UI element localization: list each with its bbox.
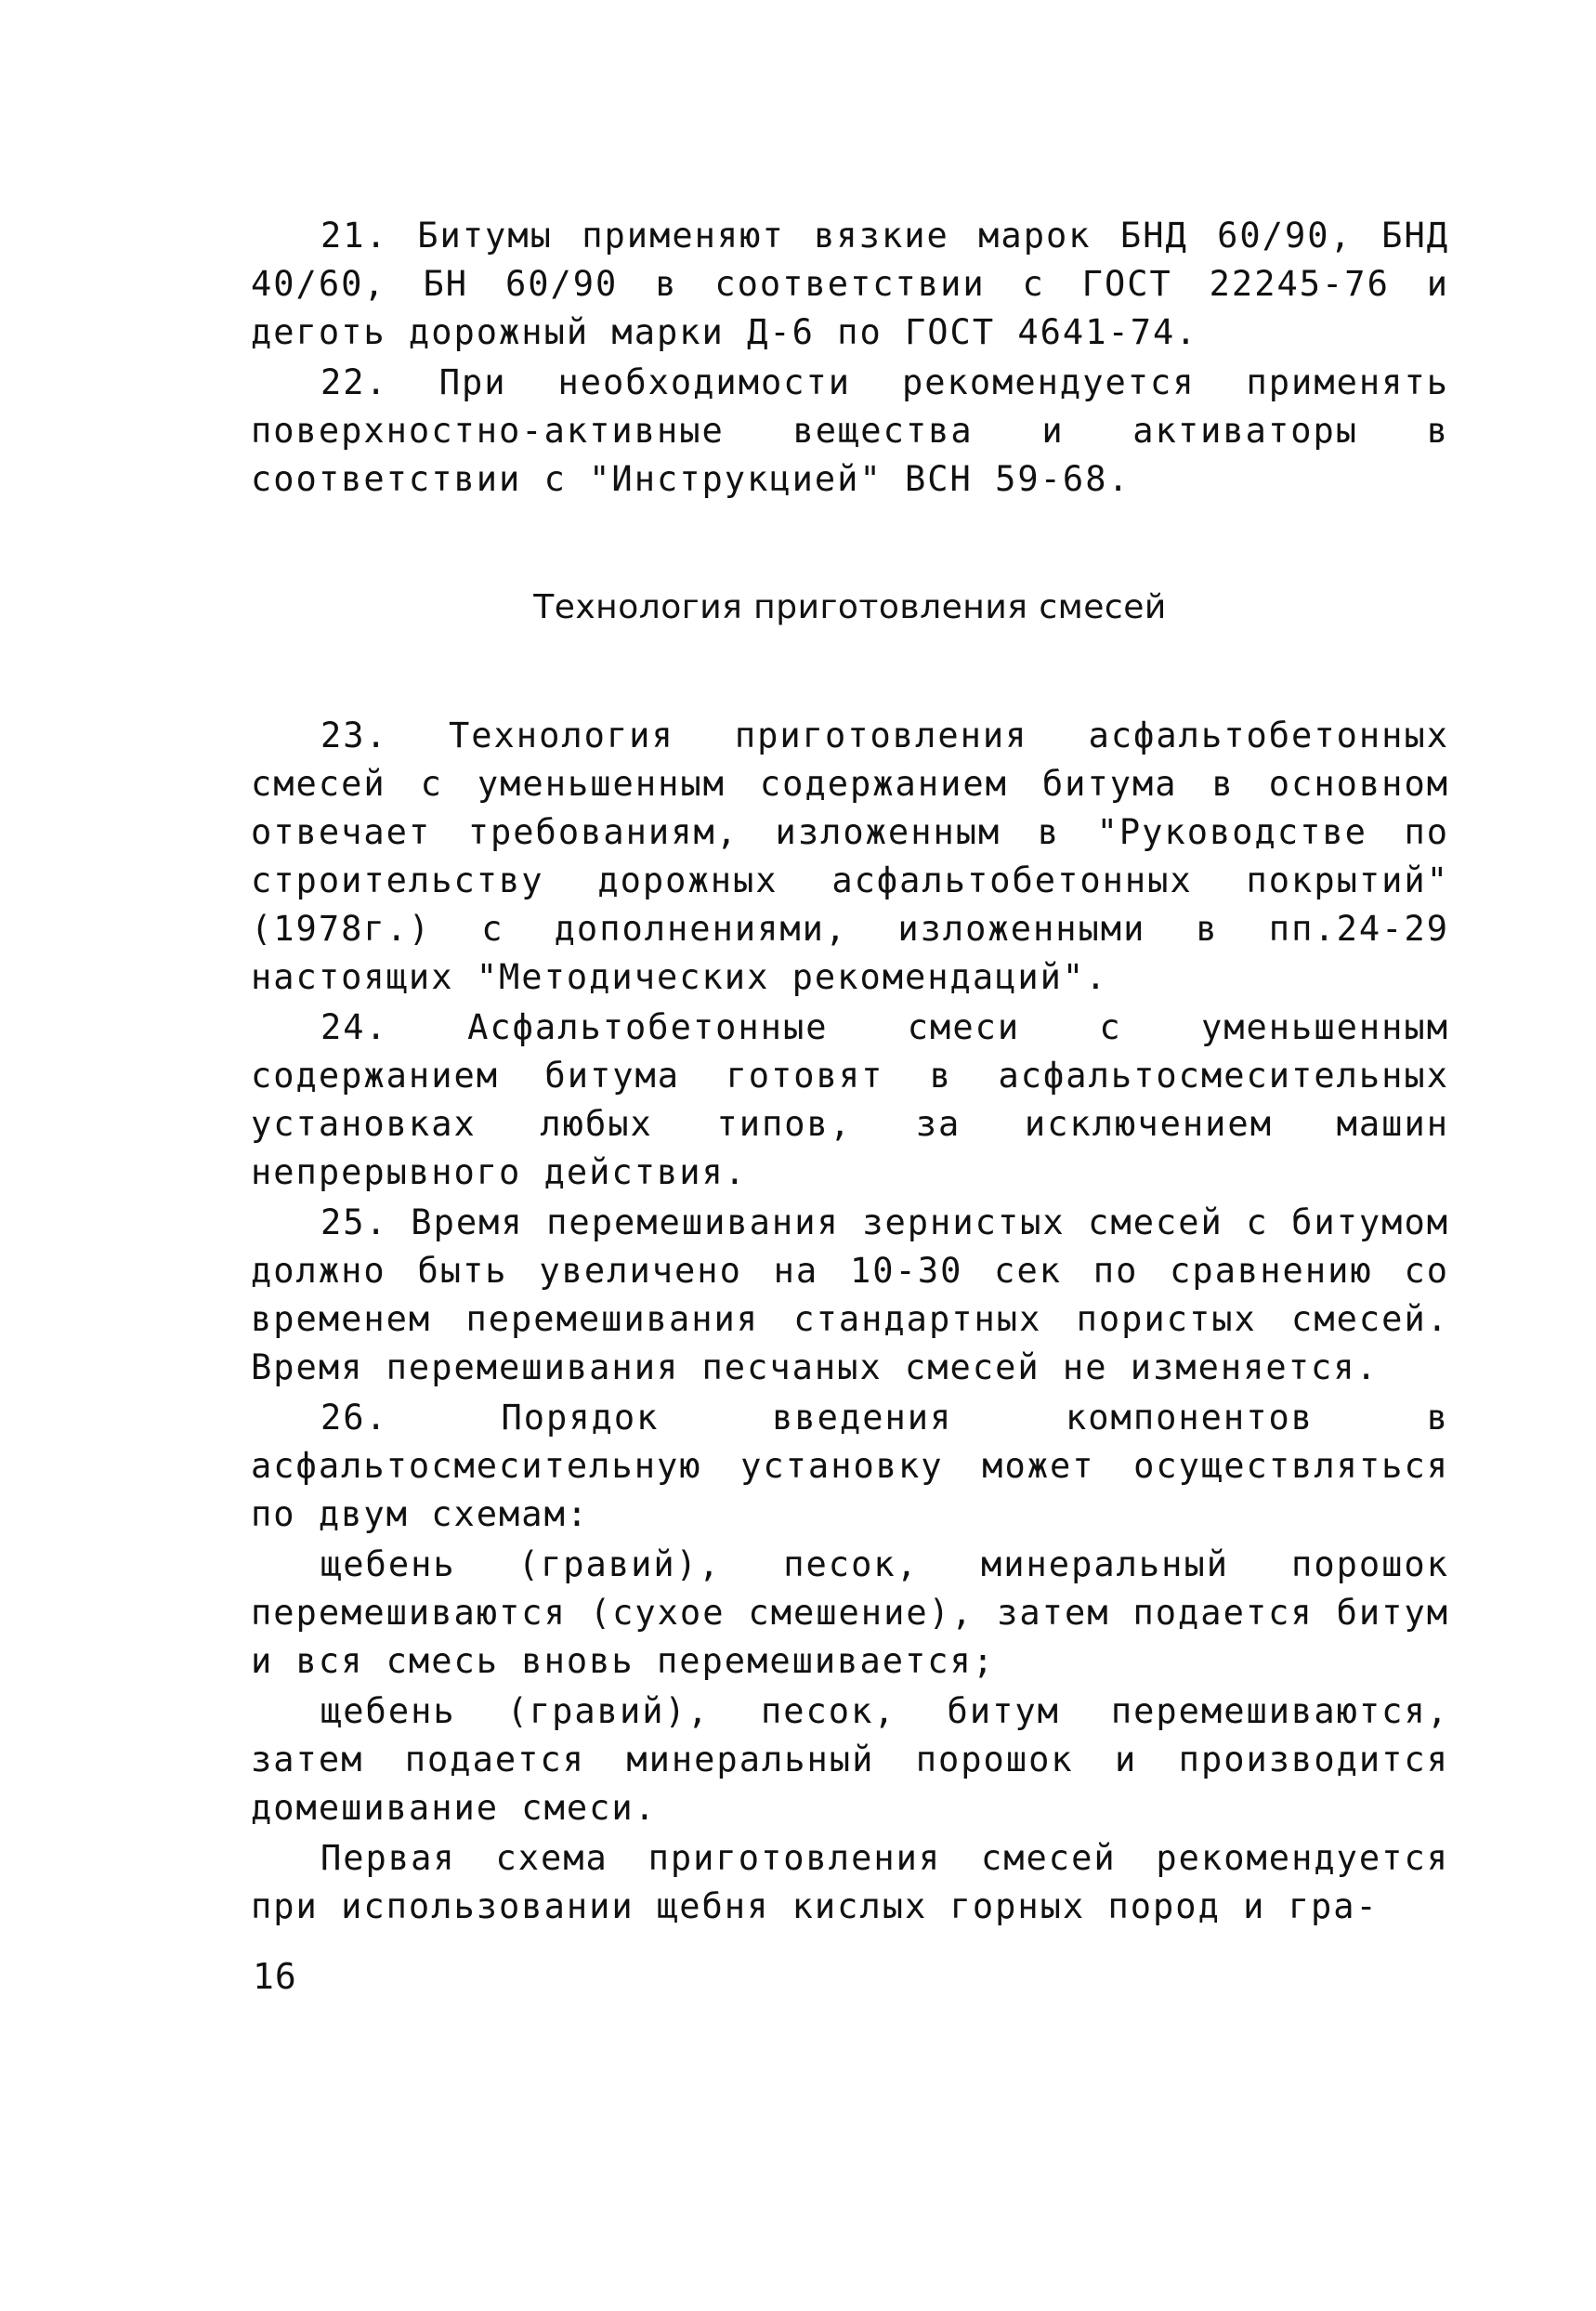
document-body xyxy=(251,212,1449,1933)
section-title: Технология приготовления смесей xyxy=(533,588,1167,626)
page-number: 16 xyxy=(253,1956,297,1997)
paragraph-21: 21. Битумы применяют вязкие марок БНД 60/90, БНД 40/60, БН 60/90 в соответствии с ГОСТ 22245-76 и деготь дорожный марки Д-6 по ГОСТ 4641-74. xyxy=(251,216,1449,352)
paragraph-24: 24. Асфальтобетонные смеси с уменьшенным содержанием битума готовят в асфальтосмесительных установках любых типов, за исключением машин непрерывного действия. xyxy=(251,1007,1449,1192)
paragraph-22: 22. При необходимости рекомендуется применять поверхностно-активные вещества и активаторы в соответствии с "Инструкцией" ВСН 59-68. xyxy=(251,362,1449,499)
paragraph-25: 25. Время перемешивания зернистых смесей с битумом должно быть увеличено на 10-30 сек по сравнению со временем перемешивания стандартных пористых смесей. Время перемешивания песчаных смесей не изменяется. xyxy=(251,1202,1449,1387)
paragraph-26: 26. Порядок введения компонентов в асфальтосмесительную установку может осуществляться по двум схемам: xyxy=(251,1398,1449,1534)
scheme-two-item: щебень (гравий), песок, битум перемешиваются, затем подается минеральный порошок и производится домешивание смеси. xyxy=(251,1691,1449,1828)
paragraph-scheme-recommendation: Первая схема приготовления смесей рекомендуется при использовании щебня кислых горных пород и гра- xyxy=(251,1838,1449,1926)
paragraph-23: 23. Технология приготовления асфальтобетонных смесей с уменьшенным содержанием битума в основном отвечает требованиям, изложенным в "Руководстве по строительству дорожных асфальтобетонных покрытий" (1978г.) с дополнениями, изложенными в пп.24-29 настоящих "Методических рекомендаций". xyxy=(251,716,1449,997)
scheme-one-item: щебень (гравий), песок, минеральный порошок перемешиваются (сухое смешение), затем подается битум и вся смесь вновь перемешивается; xyxy=(251,1544,1449,1681)
